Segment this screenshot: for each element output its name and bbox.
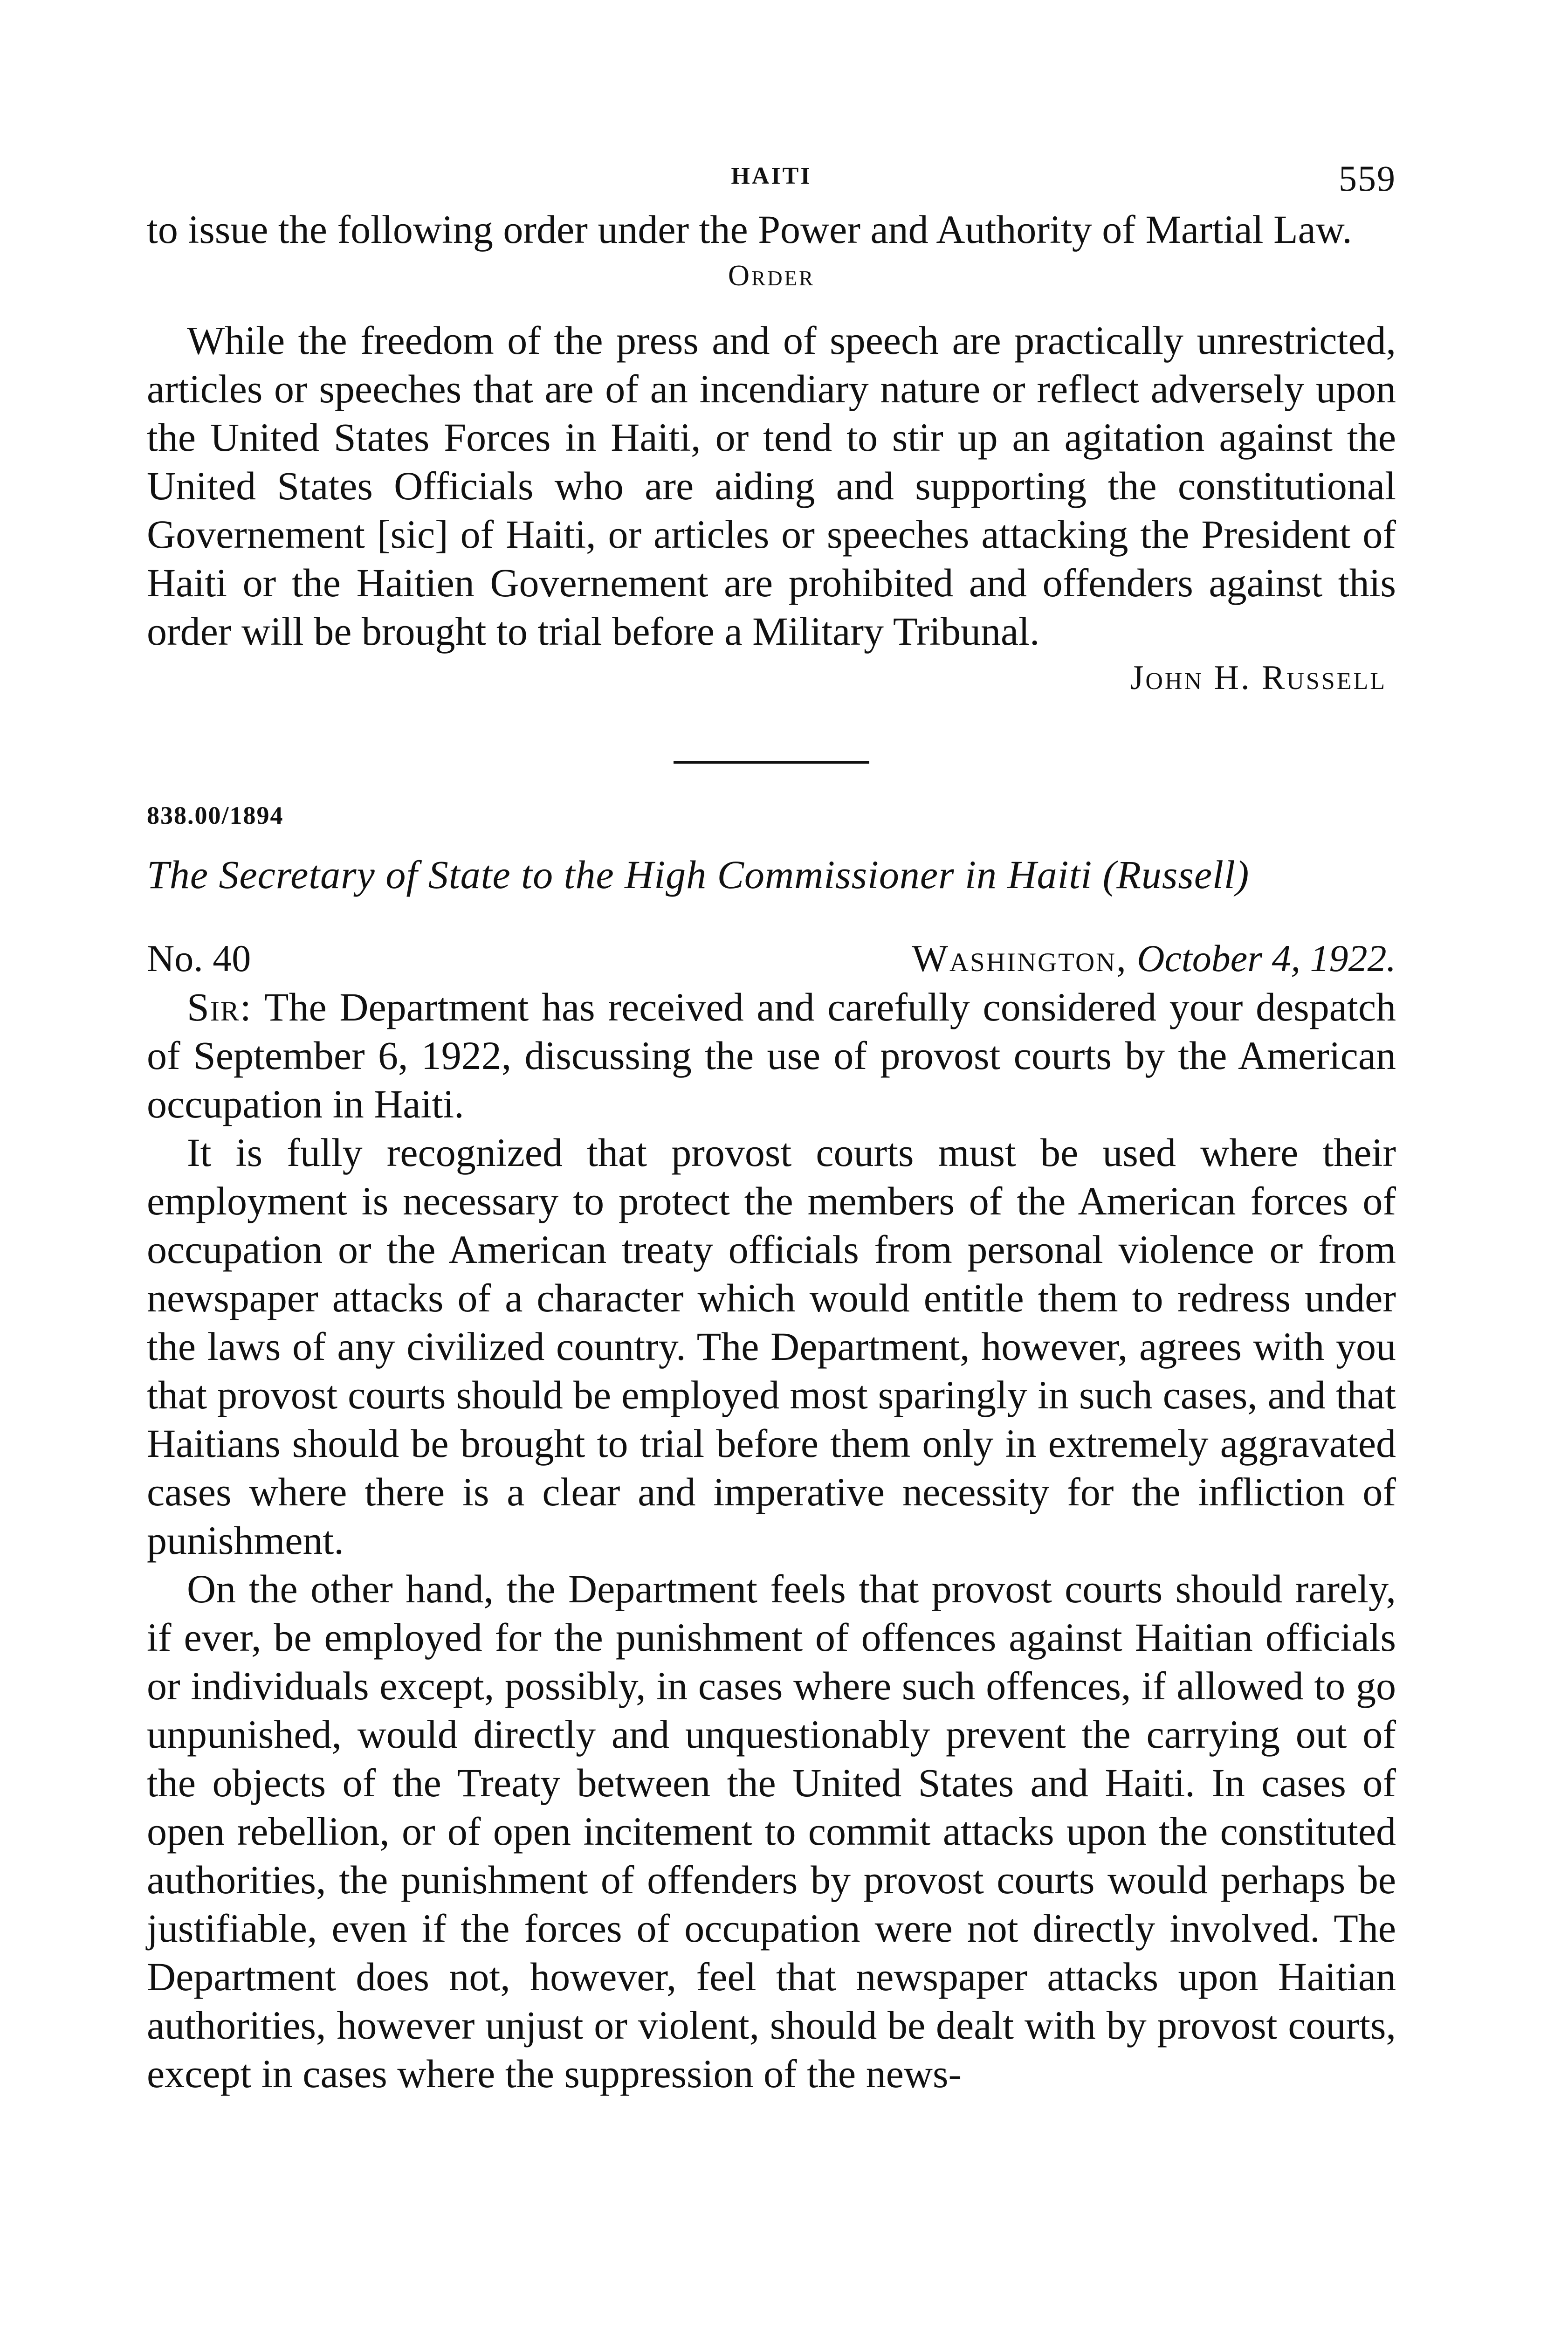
document-page (147, 145, 1396, 2098)
letter-paragraph-3: On the other hand, the Department feels that provost courts should rarely, if ever, be employed for the punishment of offences against Haitian officials or individuals except, possibly, in cases where such offences, if allowed to go unpunished, would directly and unquestionably prevent the carrying out of the objects of the Treaty between the United States and Haiti. In cases of open rebellion, or of open incitement to commit attacks upon the constituted authorities, the punishment of offenders by provost courts would perhaps be justifiable, even if the forces of occupation were not directly involved. The Department does not, however, feel that newspaper attacks upon Haitian authorities, however unjust or violent, should be dealt with by provost courts, except in cases where the suppression of the news- (147, 1566, 1396, 2096)
letter-paragraph-1-text: The Department has received and carefully considered your despatch of September 6, 1922, discussing the use of provost courts by the American occupation in Haiti. (147, 985, 1396, 1126)
running-head (147, 145, 1396, 205)
place-and-date (912, 934, 1396, 983)
letter-paragraph-1 (147, 983, 1396, 1128)
document-heading: The Secretary of State to the High Commissioner in Haiti (Russell) (147, 852, 1250, 897)
file-number: 838.00/1894 (147, 801, 284, 829)
section-divider (674, 761, 869, 764)
dateline-place: Washington, (912, 937, 1128, 979)
document-number: No. 40 (147, 937, 251, 979)
page-number: 559 (1339, 158, 1396, 199)
order-intro-paragraph: to issue the following order under the Power and Authority of Martial Law. (147, 207, 1352, 252)
order-heading: Order (728, 259, 815, 292)
order-text-paragraph: While the freedom of the press and of speech are practically unrestricted, articles or speeches that are of an incendiary nature or reflect adversely upon the United States Forces in Haiti, or tend to stir up an agitation against the United States Officials who are aiding and supporting the constitutional Governement [sic] of Haiti, or articles or speeches attacking the President of Haiti or the Haitien Governement are prohibited and offenders against this order will be brought to trial before a Military Tribunal. (147, 318, 1396, 654)
dateline (147, 934, 1396, 983)
dateline-date: October 4, 1922. (1137, 937, 1396, 979)
letter-paragraph-2: It is fully recognized that provost courts must be used where their employment is necessary to protect the members of the American forces of occupation or the American treaty officials from personal violence or from newspaper attacks of a character which would entitle them to redress under the laws of any civilized country. The Department, however, agrees with you that provost courts should be employed most sparingly in such cases, and that Haitians should be brought to trial before them only in extremely aggravated cases where there is a clear and imperative necessity for the infliction of punishment. (147, 1130, 1396, 1563)
order-signature: John H. Russell (1130, 659, 1387, 697)
running-head-title: HAITI (731, 163, 812, 189)
salutation: Sir: (187, 985, 252, 1029)
